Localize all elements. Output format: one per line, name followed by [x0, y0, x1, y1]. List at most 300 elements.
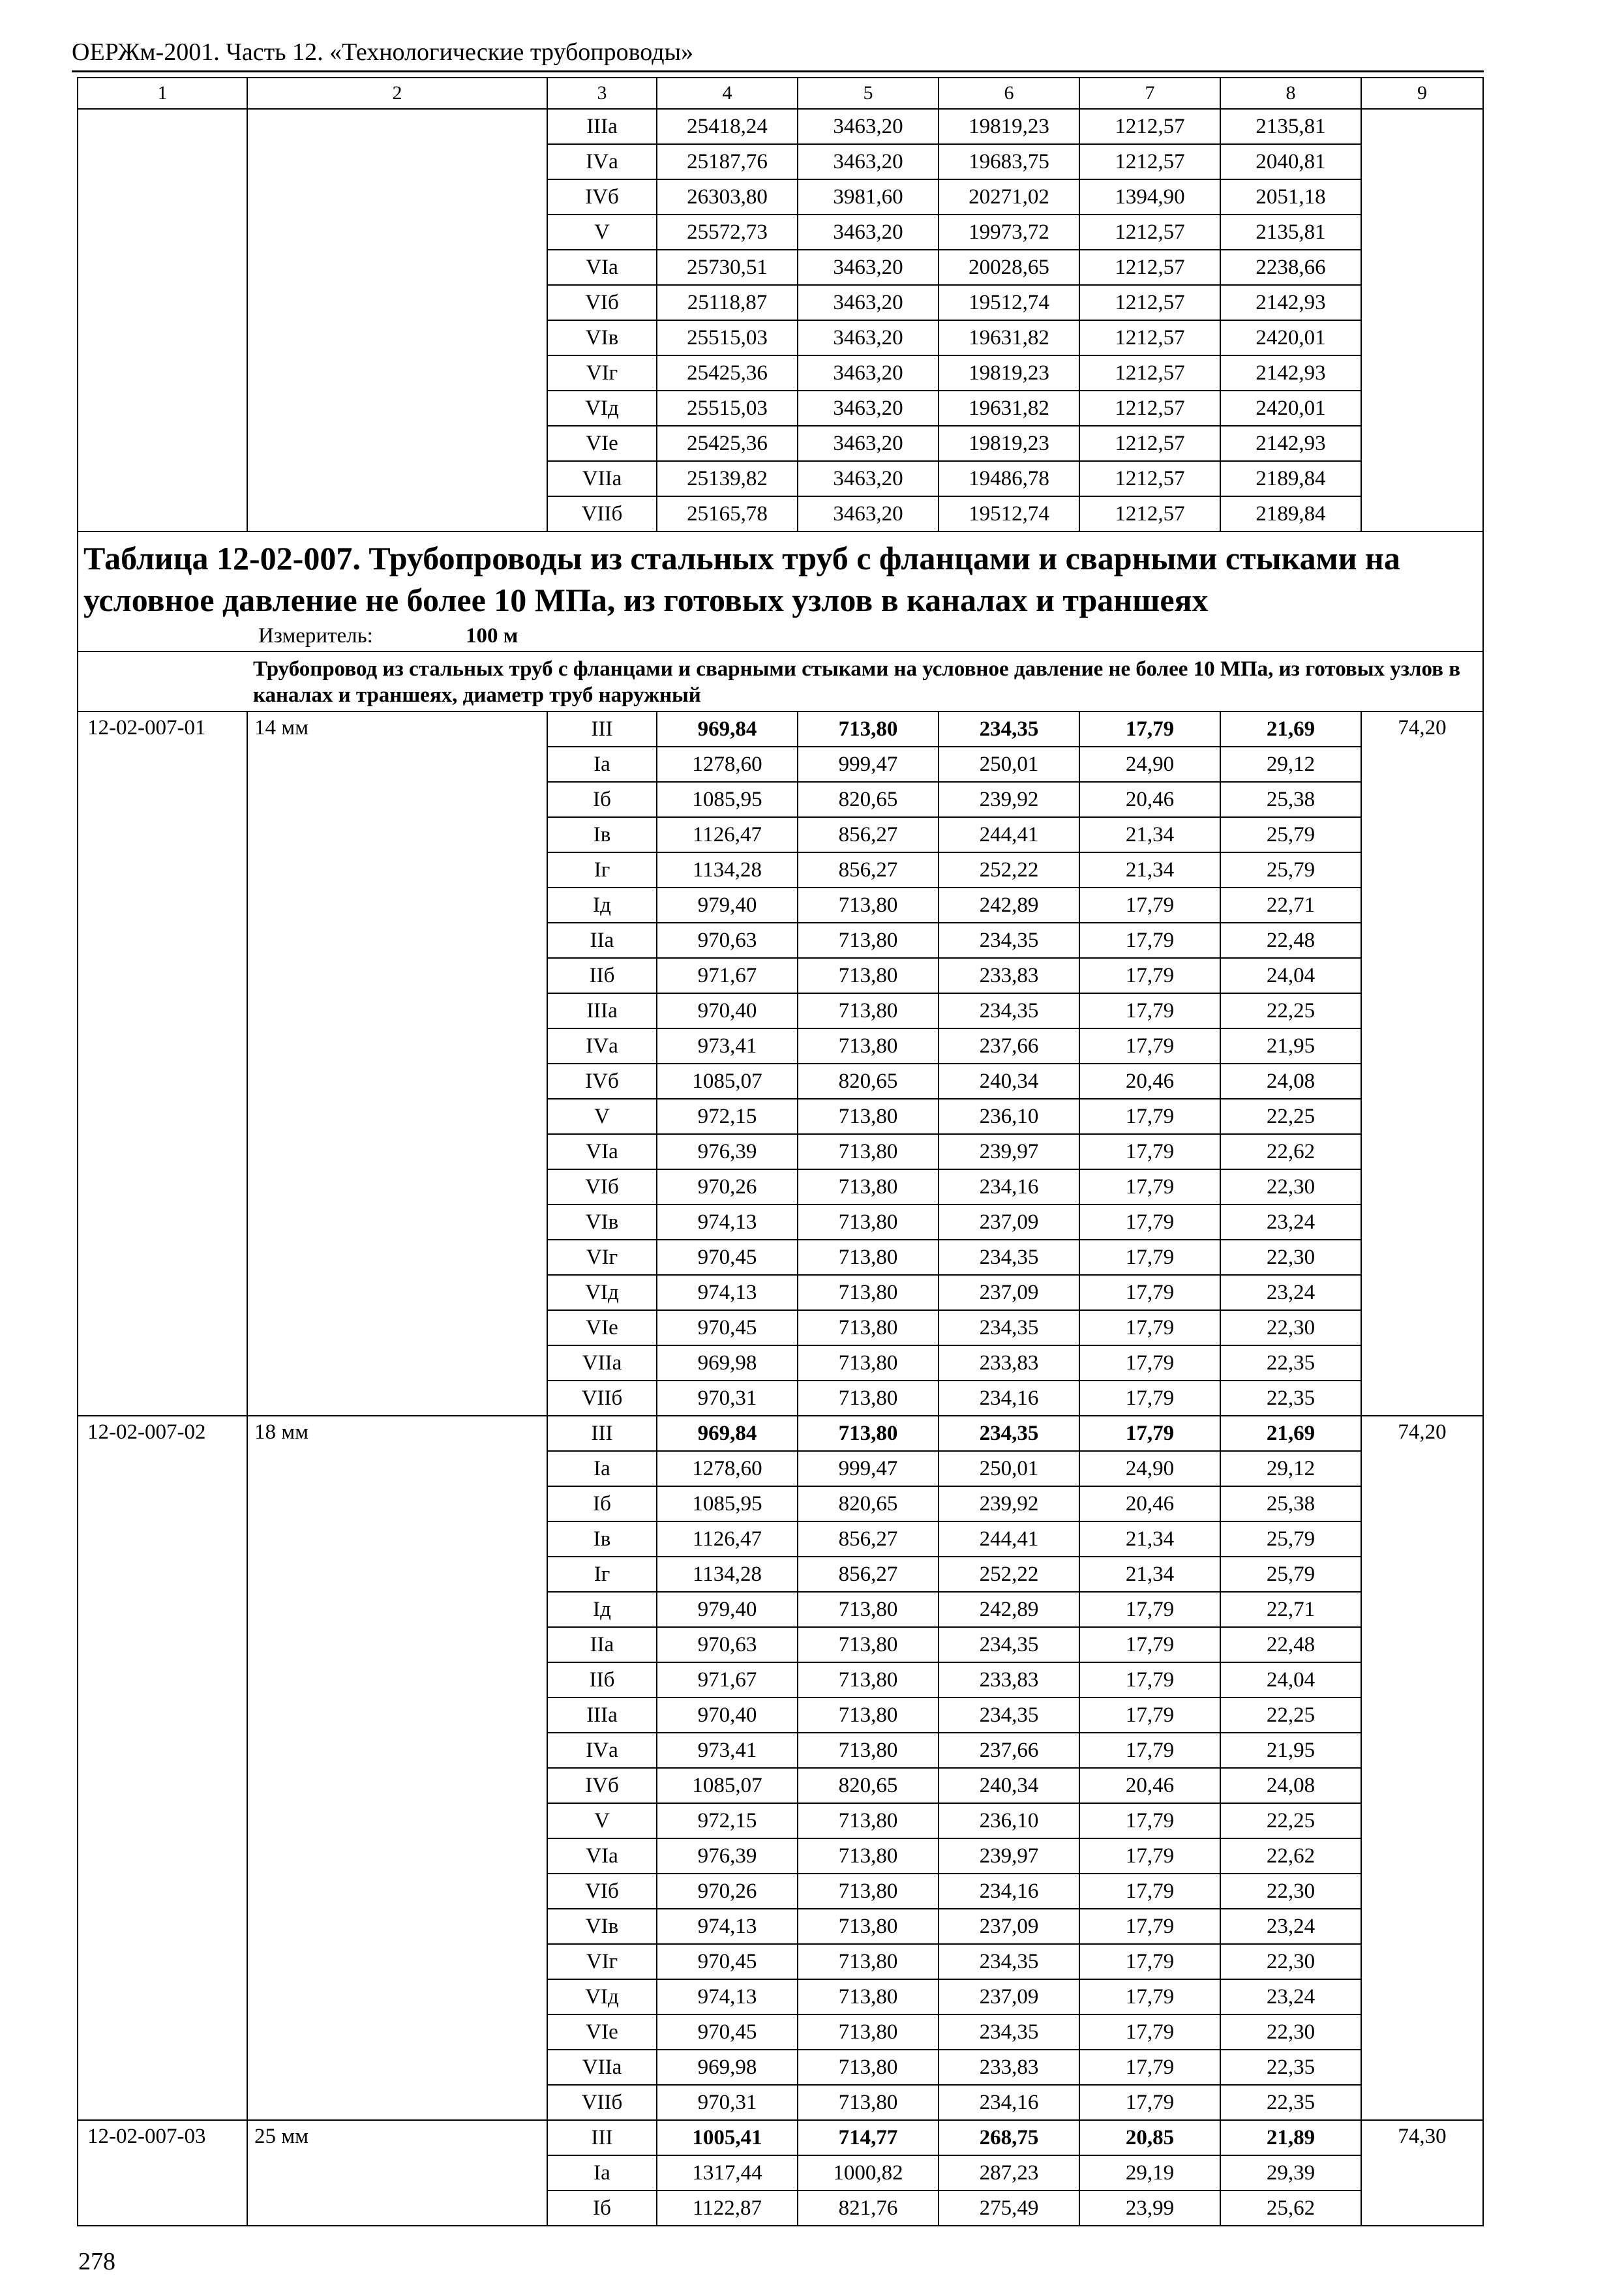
value-cell: 972,15: [657, 1099, 798, 1134]
value-cell: 22,30: [1220, 2014, 1361, 2050]
value-cell: 22,71: [1220, 1592, 1361, 1627]
value-cell: 20,85: [1079, 2120, 1220, 2155]
value-cell: 22,30: [1220, 1310, 1361, 1345]
value-cell: 970,45: [657, 2014, 798, 2050]
value-cell: 21,95: [1220, 1733, 1361, 1768]
column-number: 9: [1361, 78, 1483, 109]
value-cell: 22,25: [1220, 1099, 1361, 1134]
value-cell: 20028,65: [939, 250, 1079, 285]
value-cell: 1212,57: [1079, 109, 1220, 144]
column-number: 8: [1220, 78, 1361, 109]
value-cell: 242,89: [939, 1592, 1079, 1627]
value-cell: 25,79: [1220, 1557, 1361, 1592]
value-cell: 24,04: [1220, 958, 1361, 993]
value-cell: 233,83: [939, 958, 1079, 993]
value-cell: 17,79: [1079, 1838, 1220, 1874]
value-cell: 25572,73: [657, 215, 798, 250]
value-cell: 973,41: [657, 1028, 798, 1064]
zone-cell: Iг: [547, 852, 657, 888]
table-title: Таблица 12-02-007. Трубопроводы из стальных труб с фланцами и сварными стыками на условное давление не более 10 МПа, из готовых узлов в каналах и траншеях: [83, 540, 1400, 618]
value-cell: 24,90: [1079, 747, 1220, 782]
value-cell: 25,79: [1220, 852, 1361, 888]
zone-cell: VIIб: [547, 496, 657, 531]
value-cell: 20,46: [1079, 1486, 1220, 1521]
column-number: 6: [939, 78, 1079, 109]
value-cell: 244,41: [939, 817, 1079, 852]
value-cell: 969,98: [657, 1345, 798, 1381]
value-cell: 979,40: [657, 1592, 798, 1627]
value-cell: 24,04: [1220, 1662, 1361, 1698]
zone-cell: VIа: [547, 1134, 657, 1169]
value-cell: 268,75: [939, 2120, 1079, 2155]
value-cell: 970,26: [657, 1169, 798, 1204]
zone-cell: Iа: [547, 2155, 657, 2191]
column-number-row: [78, 78, 1483, 109]
value-cell: 21,34: [1079, 852, 1220, 888]
value-cell: 3463,20: [798, 391, 939, 426]
zone-cell: V: [547, 1099, 657, 1134]
meter-label: Измеритель:: [258, 624, 373, 648]
value-cell: 17,79: [1079, 1698, 1220, 1733]
value-cell: 234,35: [939, 2014, 1079, 2050]
value-cell: 234,16: [939, 1169, 1079, 1204]
value-cell: 969,84: [657, 711, 798, 747]
value-cell: 1085,95: [657, 782, 798, 817]
table-title-cell: [78, 531, 1483, 651]
value-cell: 713,80: [798, 1416, 939, 1451]
value-cell: 713,80: [798, 1944, 939, 1979]
header-rule: [72, 70, 1484, 72]
value-cell: 25,38: [1220, 1486, 1361, 1521]
value-cell: 24,08: [1220, 1064, 1361, 1099]
zone-cell: VIе: [547, 1310, 657, 1345]
zone-cell: IIIа: [547, 993, 657, 1028]
item-code: 12-02-007-03: [78, 2120, 247, 2226]
value-cell: 17,79: [1079, 923, 1220, 958]
rates-table: [77, 77, 1484, 2226]
value-cell: 974,13: [657, 1204, 798, 1240]
value-cell: 713,80: [798, 1275, 939, 1310]
zone-cell: Iб: [547, 2191, 657, 2226]
value-cell: 970,63: [657, 1627, 798, 1662]
zone-cell: IIIа: [547, 1698, 657, 1733]
value-cell: 3463,20: [798, 215, 939, 250]
value-cell: 17,79: [1079, 993, 1220, 1028]
value-cell: 1000,82: [798, 2155, 939, 2191]
zone-cell: VIа: [547, 250, 657, 285]
table-row: [78, 711, 1483, 747]
value-cell: 2040,81: [1220, 144, 1361, 179]
value-cell: 713,80: [798, 1803, 939, 1838]
value-cell: 1085,07: [657, 1064, 798, 1099]
value-cell: 21,95: [1220, 1028, 1361, 1064]
value-cell: 287,23: [939, 2155, 1079, 2191]
value-cell: 3463,20: [798, 109, 939, 144]
value-cell: 17,79: [1079, 1169, 1220, 1204]
zone-cell: Iв: [547, 1521, 657, 1557]
value-cell: 17,79: [1079, 1028, 1220, 1064]
value-cell: 25,62: [1220, 2191, 1361, 2226]
value-cell: 25,79: [1220, 817, 1361, 852]
value-cell: 19631,82: [939, 391, 1079, 426]
value-cell: 2238,66: [1220, 250, 1361, 285]
value-cell: 29,39: [1220, 2155, 1361, 2191]
value-cell: 25515,03: [657, 391, 798, 426]
value-cell: 2420,01: [1220, 320, 1361, 355]
zone-cell: IIб: [547, 958, 657, 993]
zone-cell: IVб: [547, 179, 657, 215]
description-text: Трубопровод из стальных труб с фланцами и сварными стыками на условное давление не более 10 МПа, из готовых узлов в каналах и траншеях, диаметр труб наружный: [78, 651, 1483, 711]
item-code: 12-02-007-02: [78, 1416, 247, 2120]
value-cell: 1212,57: [1079, 355, 1220, 391]
value-cell: 713,80: [798, 1662, 939, 1698]
item-diameter: 14 мм: [247, 711, 547, 1416]
value-cell: 233,83: [939, 1345, 1079, 1381]
zone-cell: VIе: [547, 2014, 657, 2050]
value-cell: 237,66: [939, 1733, 1079, 1768]
zone-cell: IVа: [547, 1028, 657, 1064]
zone-cell: IIIа: [547, 109, 657, 144]
value-cell: 970,45: [657, 1944, 798, 1979]
value-cell: 1278,60: [657, 1451, 798, 1486]
value-cell: 820,65: [798, 1768, 939, 1803]
value-cell: 21,34: [1079, 817, 1220, 852]
value-cell: 17,79: [1079, 1381, 1220, 1416]
value-cell: 713,80: [798, 888, 939, 923]
value-cell: 29,12: [1220, 1451, 1361, 1486]
value-cell: 29,19: [1079, 2155, 1220, 2191]
zone-cell: VIв: [547, 1204, 657, 1240]
value-cell: 713,80: [798, 1169, 939, 1204]
value-cell: 239,97: [939, 1134, 1079, 1169]
value-cell: 22,62: [1220, 1134, 1361, 1169]
value-cell: 17,79: [1079, 1627, 1220, 1662]
value-cell: 24,90: [1079, 1451, 1220, 1486]
value-cell: 713,80: [798, 993, 939, 1028]
value-cell: 713,80: [798, 1838, 939, 1874]
zone-cell: VIб: [547, 1169, 657, 1204]
value-cell: 17,79: [1079, 1275, 1220, 1310]
value-cell: 714,77: [798, 2120, 939, 2155]
value-cell: 17,79: [1079, 888, 1220, 923]
value-cell: 239,97: [939, 1838, 1079, 1874]
value-cell: 23,24: [1220, 1979, 1361, 2014]
value-cell: 1212,57: [1079, 426, 1220, 461]
zone-cell: III: [547, 2120, 657, 2155]
value-cell: 2142,93: [1220, 426, 1361, 461]
value-cell: 22,35: [1220, 2085, 1361, 2120]
column-number: 4: [657, 78, 798, 109]
table-wrapper: [77, 77, 1482, 2226]
column-number: 7: [1079, 78, 1220, 109]
value-cell: 1212,57: [1079, 320, 1220, 355]
value-cell: 2189,84: [1220, 496, 1361, 531]
value-cell: 22,25: [1220, 1803, 1361, 1838]
value-cell: 821,76: [798, 2191, 939, 2226]
value-cell: 856,27: [798, 1557, 939, 1592]
zone-cell: Iв: [547, 817, 657, 852]
empty-diameter-cell: [247, 109, 547, 531]
page-number: 278: [78, 2248, 115, 2275]
value-cell: 1212,57: [1079, 215, 1220, 250]
value-cell: 25,38: [1220, 782, 1361, 817]
value-cell: 713,80: [798, 1979, 939, 2014]
value-cell: 1212,57: [1079, 461, 1220, 496]
value-cell: 2420,01: [1220, 391, 1361, 426]
value-cell: 22,25: [1220, 1698, 1361, 1733]
value-cell: 23,24: [1220, 1275, 1361, 1310]
value-cell: 20,46: [1079, 782, 1220, 817]
value-cell: 233,83: [939, 2050, 1079, 2085]
zone-cell: IVб: [547, 1768, 657, 1803]
value-cell: 713,80: [798, 1381, 939, 1416]
value-cell: 21,69: [1220, 1416, 1361, 1451]
value-cell: 234,35: [939, 923, 1079, 958]
zone-cell: VIб: [547, 1874, 657, 1909]
value-cell: 234,35: [939, 1310, 1079, 1345]
value-cell: 237,09: [939, 1979, 1079, 2014]
zone-cell: VIд: [547, 1979, 657, 2014]
value-cell: 25425,36: [657, 426, 798, 461]
zone-cell: IVа: [547, 144, 657, 179]
empty-col9-cell: [1361, 109, 1483, 531]
zone-cell: VIг: [547, 1944, 657, 1979]
zone-cell: VIг: [547, 1240, 657, 1275]
value-cell: 856,27: [798, 817, 939, 852]
value-cell: 1212,57: [1079, 285, 1220, 320]
zone-cell: VIа: [547, 1838, 657, 1874]
value-cell: 22,25: [1220, 993, 1361, 1028]
value-cell: 3981,60: [798, 179, 939, 215]
zone-cell: Iд: [547, 888, 657, 923]
zone-cell: V: [547, 1803, 657, 1838]
value-cell: 17,79: [1079, 2014, 1220, 2050]
value-cell: 25515,03: [657, 320, 798, 355]
value-cell: 970,40: [657, 1698, 798, 1733]
value-cell: 17,79: [1079, 1204, 1220, 1240]
value-cell: 244,41: [939, 1521, 1079, 1557]
value-cell: 20,46: [1079, 1768, 1220, 1803]
value-cell: 970,45: [657, 1310, 798, 1345]
value-cell: 17,79: [1079, 1803, 1220, 1838]
value-cell: 3463,20: [798, 496, 939, 531]
value-cell: 713,80: [798, 1345, 939, 1381]
value-cell: 713,80: [798, 1204, 939, 1240]
table-row: [78, 1416, 1483, 1451]
value-cell: 17,79: [1079, 1979, 1220, 2014]
value-cell: 239,92: [939, 1486, 1079, 1521]
zone-cell: VIIа: [547, 1345, 657, 1381]
item-code: 12-02-007-01: [78, 711, 247, 1416]
zone-cell: IIа: [547, 923, 657, 958]
zone-cell: VIв: [547, 1909, 657, 1944]
value-cell: 250,01: [939, 747, 1079, 782]
value-cell: 17,79: [1079, 1592, 1220, 1627]
value-cell: 20,46: [1079, 1064, 1220, 1099]
zone-cell: IIб: [547, 1662, 657, 1698]
value-cell: 22,30: [1220, 1169, 1361, 1204]
value-cell: 1212,57: [1079, 250, 1220, 285]
value-cell: 1005,41: [657, 2120, 798, 2155]
value-cell: 3463,20: [798, 461, 939, 496]
value-cell: 234,35: [939, 1698, 1079, 1733]
value-cell: 22,30: [1220, 1874, 1361, 1909]
value-cell: 3463,20: [798, 320, 939, 355]
value-cell: 1278,60: [657, 747, 798, 782]
value-cell: 2189,84: [1220, 461, 1361, 496]
value-cell: 234,35: [939, 1416, 1079, 1451]
value-cell: 713,80: [798, 1874, 939, 1909]
value-cell: 17,79: [1079, 1733, 1220, 1768]
value-cell: 3463,20: [798, 250, 939, 285]
value-cell: 713,80: [798, 1627, 939, 1662]
value-cell: 713,80: [798, 1240, 939, 1275]
value-cell: 19683,75: [939, 144, 1079, 179]
value-cell: 973,41: [657, 1733, 798, 1768]
value-cell: 713,80: [798, 1028, 939, 1064]
zone-cell: VIв: [547, 320, 657, 355]
value-cell: 974,13: [657, 1275, 798, 1310]
value-cell: 2142,93: [1220, 355, 1361, 391]
page-header: ОЕРЖм-2001. Часть 12. «Технологические трубопроводы»: [72, 38, 694, 66]
value-cell: 713,80: [798, 711, 939, 747]
value-cell: 25418,24: [657, 109, 798, 144]
value-cell: 1126,47: [657, 817, 798, 852]
zone-cell: IVа: [547, 1733, 657, 1768]
zone-cell: VIIа: [547, 2050, 657, 2085]
value-cell: 974,13: [657, 1979, 798, 2014]
value-cell: 17,79: [1079, 1874, 1220, 1909]
zone-cell: VIе: [547, 426, 657, 461]
value-cell: 22,35: [1220, 1381, 1361, 1416]
value-cell: 17,79: [1079, 1310, 1220, 1345]
value-cell: 713,80: [798, 1733, 939, 1768]
zone-cell: III: [547, 711, 657, 747]
zone-cell: VIIб: [547, 2085, 657, 2120]
column-number: 1: [78, 78, 247, 109]
value-cell: 24,08: [1220, 1768, 1361, 1803]
value-cell: 234,16: [939, 2085, 1079, 2120]
zone-cell: Iд: [547, 1592, 657, 1627]
value-cell: 1212,57: [1079, 391, 1220, 426]
value-cell: 25165,78: [657, 496, 798, 531]
zone-cell: V: [547, 215, 657, 250]
value-cell: 970,31: [657, 2085, 798, 2120]
value-cell: 2135,81: [1220, 215, 1361, 250]
value-cell: 3463,20: [798, 285, 939, 320]
value-cell: 239,92: [939, 782, 1079, 817]
zone-cell: VIIб: [547, 1381, 657, 1416]
zone-cell: VIд: [547, 1275, 657, 1310]
value-cell: 820,65: [798, 1064, 939, 1099]
value-cell: 969,84: [657, 1416, 798, 1451]
value-cell: 969,98: [657, 2050, 798, 2085]
value-cell: 856,27: [798, 852, 939, 888]
table-title-row: [78, 531, 1483, 651]
value-cell: 17,79: [1079, 1345, 1220, 1381]
zone-cell: VIб: [547, 285, 657, 320]
value-cell: 21,89: [1220, 2120, 1361, 2155]
item-col9: 74,20: [1361, 1416, 1483, 2120]
value-cell: 713,80: [798, 1909, 939, 1944]
value-cell: 22,35: [1220, 2050, 1361, 2085]
zone-cell: Iб: [547, 1486, 657, 1521]
value-cell: 1085,95: [657, 1486, 798, 1521]
value-cell: 970,40: [657, 993, 798, 1028]
column-number: 3: [547, 78, 657, 109]
value-cell: 17,79: [1079, 1416, 1220, 1451]
value-cell: 21,34: [1079, 1557, 1220, 1592]
value-cell: 713,80: [798, 923, 939, 958]
value-cell: 1212,57: [1079, 144, 1220, 179]
value-cell: 999,47: [798, 747, 939, 782]
table-row: [78, 2120, 1483, 2155]
value-cell: 17,79: [1079, 1909, 1220, 1944]
column-number: 2: [247, 78, 547, 109]
value-cell: 713,80: [798, 2014, 939, 2050]
value-cell: 25187,76: [657, 144, 798, 179]
value-cell: 20271,02: [939, 179, 1079, 215]
value-cell: 970,31: [657, 1381, 798, 1416]
value-cell: 19819,23: [939, 355, 1079, 391]
value-cell: 1122,87: [657, 2191, 798, 2226]
value-cell: 3463,20: [798, 144, 939, 179]
value-cell: 240,34: [939, 1768, 1079, 1803]
value-cell: 21,34: [1079, 1521, 1220, 1557]
zone-cell: Iг: [547, 1557, 657, 1592]
value-cell: 233,83: [939, 1662, 1079, 1698]
value-cell: 713,80: [798, 958, 939, 993]
item-col9: 74,30: [1361, 2120, 1483, 2226]
value-cell: 252,22: [939, 852, 1079, 888]
value-cell: 22,30: [1220, 1944, 1361, 1979]
value-cell: 29,12: [1220, 747, 1361, 782]
value-cell: 242,89: [939, 888, 1079, 923]
value-cell: 999,47: [798, 1451, 939, 1486]
value-cell: 23,99: [1079, 2191, 1220, 2226]
value-cell: 970,45: [657, 1240, 798, 1275]
value-cell: 23,24: [1220, 1204, 1361, 1240]
value-cell: 17,79: [1079, 1944, 1220, 1979]
value-cell: 17,79: [1079, 1099, 1220, 1134]
value-cell: 25730,51: [657, 250, 798, 285]
value-cell: 856,27: [798, 1521, 939, 1557]
value-cell: 240,34: [939, 1064, 1079, 1099]
value-cell: 26303,80: [657, 179, 798, 215]
empty-code-cell: [78, 109, 247, 531]
value-cell: 237,09: [939, 1909, 1079, 1944]
value-cell: 22,35: [1220, 1345, 1361, 1381]
description-row: [78, 651, 1483, 711]
value-cell: 237,66: [939, 1028, 1079, 1064]
value-cell: 3463,20: [798, 426, 939, 461]
value-cell: 713,80: [798, 1134, 939, 1169]
value-cell: 971,67: [657, 958, 798, 993]
value-cell: 19486,78: [939, 461, 1079, 496]
value-cell: 3463,20: [798, 355, 939, 391]
value-cell: 236,10: [939, 1803, 1079, 1838]
value-cell: 236,10: [939, 1099, 1079, 1134]
value-cell: 17,79: [1079, 711, 1220, 747]
value-cell: 974,13: [657, 1909, 798, 1944]
value-cell: 2051,18: [1220, 179, 1361, 215]
value-cell: 234,35: [939, 993, 1079, 1028]
value-cell: 234,16: [939, 1874, 1079, 1909]
zone-cell: Iб: [547, 782, 657, 817]
meter-line: [83, 621, 1477, 651]
value-cell: 1212,57: [1079, 496, 1220, 531]
zone-cell: IIа: [547, 1627, 657, 1662]
